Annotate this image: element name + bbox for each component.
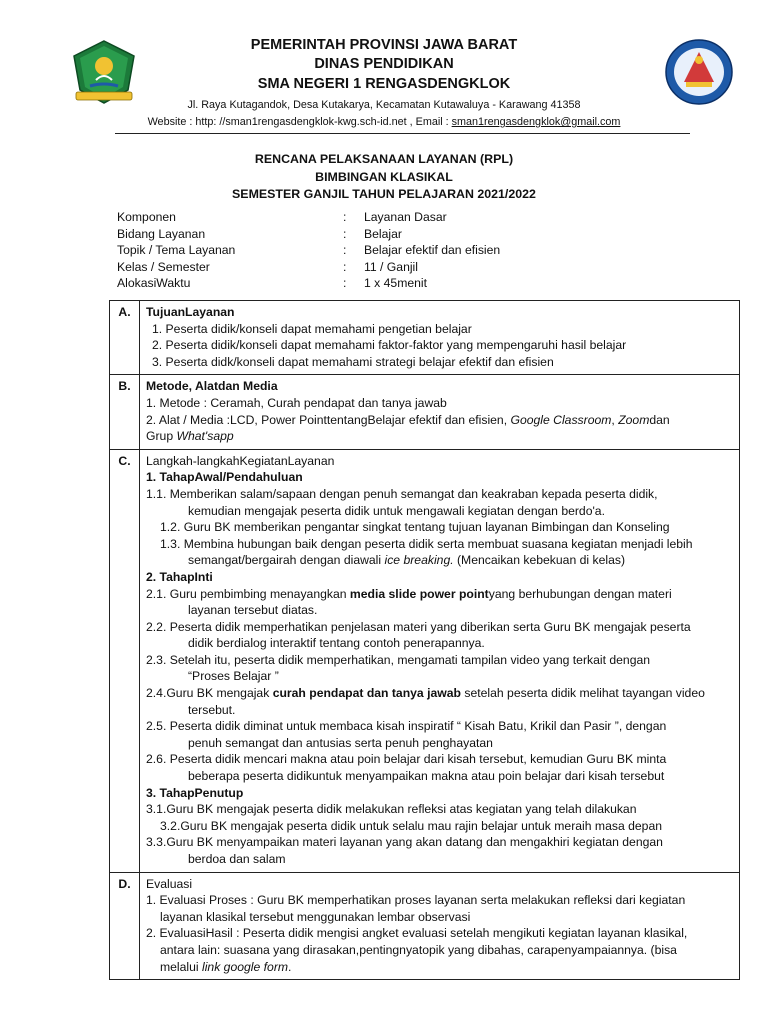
section-letter: B.	[110, 375, 140, 449]
text: 2.4.Guru BK mengajak	[146, 686, 273, 701]
text: media slide power point	[349, 586, 489, 601]
list-item	[146, 412, 735, 429]
section-title: Evaluasi	[146, 876, 193, 891]
section-letter: D.	[110, 872, 140, 980]
step-item-continued: layanan tersebut diatas.	[188, 603, 318, 618]
list-item: 3. Peserta didk/konseli dapat memahami strategi belajar efektif dan efisien	[152, 354, 554, 369]
meta-colon: :	[343, 210, 347, 224]
meta-value: Layanan Dasar	[364, 210, 447, 224]
meta-key: Kelas / Semester	[117, 259, 210, 274]
step-item-continued: kemudian mengajak peserta didik untuk mengawali kegiatan dengan berdo'a.	[188, 503, 605, 518]
text: 2. Alat / Media :LCD, Power PointtentangBelajar efektif dan efisien,	[146, 412, 511, 427]
school-address: Jl. Raya Kutagandok, Desa Kutakarya, Kecamatan Kutawaluya - Karawang 41358	[187, 99, 581, 111]
text: ice breaking.	[384, 553, 454, 568]
letterhead	[0, 0, 768, 140]
government-name: PEMERINTAH PROVINSI JAWA BARAT	[250, 37, 518, 53]
step-item: 2.6. Peserta didik mencari makna atau poin belajar dari kisah tersebut, kemudian Guru BK minta	[146, 752, 667, 767]
section-title: Metode, Alatdan Media	[146, 379, 278, 394]
list-item: 1. Peserta didik/konseli dapat memahami pengetian belajar	[152, 321, 472, 336]
step-item	[146, 586, 735, 603]
step-item-continued: tersebut.	[188, 702, 236, 717]
header-divider	[115, 133, 690, 134]
step-item: 1.3. Membina hubungan baik dengan peserta didik serta membuat suasana kegiatan menjadi lebih	[160, 536, 693, 551]
rpl-subtitle: BIMBINGAN KLASIKAL	[315, 170, 453, 184]
step-item: 1.2. Guru BK memberikan pengantar singkat tentang tujuan layanan Bimbingan dan Konseling	[160, 520, 670, 535]
list-item: 1. Metode : Ceramah, Curah pendapat dan tanya jawab	[146, 395, 447, 410]
section-row-d	[110, 872, 740, 980]
step-item-continued	[146, 552, 735, 569]
meta-row	[117, 242, 677, 259]
meta-key: Topik / Tema Layanan	[117, 243, 236, 258]
stage-heading: 1. TahapAwal/Pendahuluan	[146, 470, 303, 485]
section-row-b	[110, 375, 740, 449]
agency-name: DINAS PENDIDIKAN	[314, 56, 454, 72]
meta-colon: :	[343, 276, 347, 291]
text: dan	[649, 412, 670, 427]
step-item-continued: didik berdialog interaktif tentang contoh penerapannya.	[188, 636, 485, 651]
meta-colon: :	[343, 243, 347, 258]
text: .	[288, 959, 292, 974]
meta-key: Komponen	[117, 210, 176, 224]
meta-row	[117, 226, 677, 243]
section-letter: C.	[110, 449, 140, 872]
section-title: Langkah-langkahKegiatanLayanan	[146, 453, 335, 468]
section-row-c	[110, 449, 740, 872]
text: melalui	[160, 959, 202, 974]
section-letter: A.	[110, 301, 140, 375]
text: yang berhubungan dengan materi	[488, 586, 672, 601]
section-content	[140, 449, 740, 872]
meta-value: 1 x 45menit	[364, 276, 428, 291]
text: What'sapp	[176, 429, 234, 444]
step-item-continued: berdoa dan salam	[188, 852, 286, 866]
school-name: SMA NEGERI 1 RENGASDENGKLOK	[257, 76, 511, 92]
step-item: 3.2.Guru BK mengajak peserta didik untuk selalu mau rajin belajar untuk meraih masa depan	[160, 818, 663, 833]
evaluation-item-continued: layanan klasikal tersebut menggunakan lembar observasi	[160, 909, 471, 924]
text: Grup	[146, 429, 177, 444]
meta-value: 11 / Ganjil	[364, 259, 418, 274]
step-item: 2.5. Peserta didik diminat untuk membaca kisah inspiratif “ Kisah Batu, Krikil dan Pasir ”, dengan	[146, 719, 667, 734]
text: semangat/bergairah dengan diawali	[188, 553, 385, 568]
evaluation-item-continued	[146, 959, 735, 976]
evaluation-item: 1. Evaluasi Proses : Guru BK memperhatikan proses layanan serta melakukan refleksi dari kegiatan	[146, 893, 686, 908]
step-item: 2.3. Setelah itu, peserta didik memperhatikan, mengamati tampilan video yang terkait dengan	[146, 652, 651, 667]
evaluation-item-continued: antara lain: suasana yang dirasakan,pentingnyatopik yang dibahas, carapenyampaiannya. (bisa	[160, 942, 677, 957]
google-form-link: link google form	[202, 959, 289, 974]
meta-key: AlokasiWaktu	[117, 276, 191, 291]
step-item: 3.1.Guru BK mengajak peserta didik melakukan refleksi atas kegiatan yang telah dilakukan	[146, 802, 637, 817]
section-content	[140, 375, 740, 449]
meta-colon: :	[343, 226, 347, 241]
meta-row	[117, 209, 677, 226]
list-item: 2. Peserta didik/konseli dapat memahami faktor-faktor yang mempengaruhi hasil belajar	[152, 338, 627, 353]
text: 2.1. Guru pembimbing menayangkan	[146, 586, 350, 601]
text: setelah peserta didik melihat tayangan video	[460, 686, 705, 701]
meta-row	[117, 259, 677, 276]
step-item	[146, 685, 735, 702]
text: ,	[611, 412, 619, 427]
section-content	[140, 301, 740, 375]
plan-metadata	[117, 209, 677, 292]
email-link[interactable]: sman1rengasdengklok@gmail.com	[451, 116, 621, 128]
evaluation-item: 2. EvaluasiHasil : Peserta didik mengisi angket evaluasi setelah mengikuti kegiatan layanan klasikal,	[146, 926, 688, 941]
section-row-a	[110, 301, 740, 375]
stage-heading: 2. TahapInti	[146, 569, 213, 584]
step-item-continued: penuh semangat dan antusias serta penuh penghayatan	[188, 735, 493, 750]
step-item-continued: “Proses Belajar ”	[188, 669, 279, 684]
meta-colon: :	[343, 259, 347, 274]
rpl-semester: SEMESTER GANJIL TAHUN PELAJARAN 2021/2022	[232, 187, 536, 201]
list-item-continued	[146, 428, 735, 445]
text: curah pendapat dan tanya jawab	[272, 686, 461, 701]
school-contact	[0, 116, 768, 128]
meta-key: Bidang Layanan	[117, 226, 206, 241]
stage-heading: 3. TahapPenutup	[146, 785, 244, 800]
section-content	[140, 872, 740, 980]
meta-value: Belajar	[364, 226, 402, 241]
meta-value: Belajar efektif dan efisien	[364, 243, 501, 258]
text: Google Classroom	[510, 412, 612, 427]
website-text: Website : http: //sman1rengasdengklok-kwg.sch-id.net , Email :	[147, 116, 452, 128]
text: (Mencaikan kebekuan di kelas)	[453, 553, 626, 568]
step-item-continued: beberapa peserta didikuntuk menyampaikan makna atau poin belajar dari kisah tersebut	[188, 769, 665, 784]
section-title: TujuanLayanan	[146, 305, 235, 319]
school-emblem-logo	[664, 38, 734, 106]
step-item: 2.2. Peserta didik memperhatikan penjelasan materi yang diberikan serta Guru BK mengajak peserta	[146, 619, 691, 634]
rpl-title: RENCANA PELAKSANAAN LAYANAN (RPL)	[254, 152, 514, 166]
text: Zoom	[618, 412, 650, 427]
meta-row	[117, 275, 677, 292]
step-item: 3.3.Guru BK menyampaikan materi layanan yang akan datang dan mengakhiri kegiatan dengan	[146, 835, 663, 850]
plan-table	[109, 300, 740, 980]
step-item: 1.1. Memberikan salam/sapaan dengan penuh semangat dan keakraban kepada peserta didik,	[146, 486, 658, 501]
